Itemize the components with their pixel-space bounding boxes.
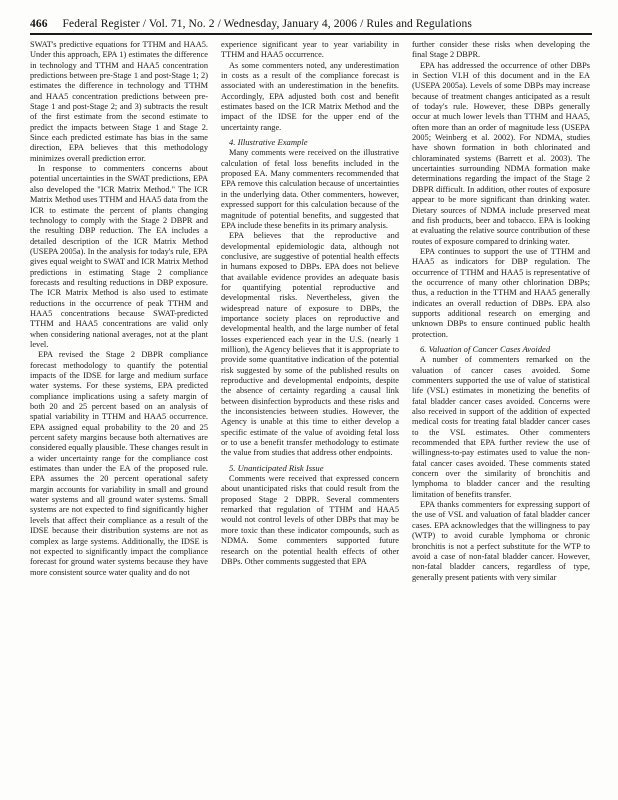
paragraph: As some commenters noted, any underestimation in costs as a result of the compliance forecast is associated with an underestimation in the benefits. Accordingly, EPA adjusted both cost and benefit estimates based on the ICR Matrix Method and the impact of the IDSE for the upper end of the uncertainty range. <box>221 60 399 132</box>
text-column-3 <box>412 40 590 792</box>
paragraph: Many comments were received on the illustrative calculation of fetal loss benefits included in the proposed EA. Many commenters recommended that EPA remove this calculation because of uncertainties in the underlying data. Other commenters, however, expressed support for this calculation because of the magnitude of potential benefits, and suggested that EPA include these benefits in its primary analysis. <box>221 148 399 230</box>
section-heading: 5. Unanticipated Risk Issue <box>229 462 324 473</box>
text-column-1 <box>30 40 208 792</box>
paragraph: Comments were received that expressed concern about unanticipated risks that could result from the proposed Stage 2 DBPR. Several commenters remarked that regulation of TTHM and HAA5 would not control levels of other DBPs that may be more toxic than these indicator compounds, such as NDMA. Some commenters supported future research on the potential health effects of other DBPs. Other comments suggested that EPA <box>221 474 399 566</box>
section-heading: 4. Illustrative Example <box>229 137 308 148</box>
header-rule <box>30 33 592 35</box>
page-header <box>30 18 590 34</box>
paragraph: EPA has addressed the occurrence of other DBPs in Section VI.H of this document and in the EA (USEPA 2005a). Levels of some DBPs may increase because of treatment changes anticipated as a result of today's rule. However, these DBPs generally occur at much lower levels than TTHM and HAA5, often more than an order of magnitude less (USEPA 2005; Weinberg et al. 2002). For NDMA, studies have shown formation in both chlorinated and chloraminated systems (Barrett et al. 2003). The uncertainties surrounding NDMA formation make determinations regarding the impact of the Stage 2 DBPR difficult. In addition, other routes of exposure appear to be more significant than drinking water. Dietary sources of NDMA include preserved meat and fish products, beer and tobacco. EPA is looking at evaluating the relative source contribution of these routes of exposure compared to drinking water. <box>412 60 590 246</box>
paragraph: In response to commenters concerns about potential uncertainties in the SWAT predictions, EPA also developed the "ICR Matrix Method." The ICR Matrix Method uses TTHM and HAA5 data from the ICR to estimate the percent of plants changing technology to comply with the Stage 2 DBPR and the resulting DBP reduction. The EA includes a detailed description of the ICR Matrix Method (USEPA 2005a). In the analysis for today's rule, EPA gives equal weight to SWAT and ICR Matrix Method predictions in estimating Stage 2 compliance forecasts and resulting reductions in DBP exposure. The ICR Matrix Method is also used to estimate reductions in the occurrence of peak TTHM and HAA5 concentrations because SWAT-predicted TTHM and HAA5 concentrations are valid only when considering national averages, not at the plant level. <box>30 164 208 349</box>
paragraph: EPA thanks commenters for expressing support of the use of VSL and valuation of fatal bladder cancer cases. EPA acknowledges that the willingness to pay (WTP) to avoid curable lymphoma or chronic bronchitis is not a perfect substitute for the WTP to avoid a case of non-fatal bladder cancer. However, non-fatal bladder cancers, regardless of type, generally present patients with very similar <box>412 500 590 582</box>
running-head: Federal Register / Vol. 71, No. 2 / Wednesday, January 4, 2006 / Rules and Regulations <box>62 18 472 30</box>
continued-paragraph: experience significant year to year variability in TTHM and HAA5 occurrence. <box>221 40 399 60</box>
continued-paragraph: SWAT's predictive equations for TTHM and HAA5. Under this approach, EPA 1) estimates the difference in technology and TTHM and HAA5 concentration predictions between pre-Stage 1 and post-Stage 1; 2) estimates the difference in technology and TTHM and HAA5 concentration predictions between pre-Stage 1 and post-Stage 2; and 3) subtracts the result of the first estimate from the second estimate to predict the impacts between Stage 1 and Stage 2. Since each predicted estimate has bias in the same direction, EPA believes that this methodology minimizes overall prediction error. <box>30 40 208 163</box>
page-number: 466 <box>30 18 48 30</box>
continued-paragraph: further consider these risks when developing the final Stage 2 DBPR. <box>412 40 590 60</box>
paragraph: A number of commenters remarked on the valuation of cancer cases avoided. Some commenters supported the use of value of statistical life (VSL) estimates in monetizing the benefits of fatal bladder cancer cases avoided. Concerns were also received in support of the addition of expected medical costs for treating fatal bladder cancer cases to the VSL estimates. Other commenters recommended that EPA further review the use of willingness-to-pay estimates used to value the non-fatal cancer cases avoided. These comments stated concern over the similarity of bronchitis and lymphoma to bladder cancer and the resulting limitation of benefits transfer. <box>412 355 590 499</box>
paragraph: EPA revised the Stage 2 DBPR compliance forecast methodology to quantify the potential impacts of the IDSE for large and medium surface water systems. For these systems, EPA predicted compliance implications using a safety margin of both 20 and 25 percent based on an analysis of spatial variability in TTHM and HAA5 occurrence. EPA assigned equal probability to the 20 and 25 percent safety margins because both alternatives are considered equally plausible. These changes result in a wider uncertainty range for the compliance cost estimates than under the EA of the proposed rule. EPA assumes the 20 percent operational safety margin accounts for variability in small and ground water systems and all ground water systems. Small systems are not expected to find significantly higher levels that affect their compliance as a result of the IDSE because their distribution systems are not as complex as large systems. Additionally, the IDSE is not expected to significantly impact the compliance forecast for ground water systems because they have more consistent source water quality and do not <box>30 350 208 577</box>
paragraph: EPA believes that the reproductive and developmental epidemiologic data, although not conclusive, are suggestive of potential health effects in humans exposed to DBPs. EPA does not believe that available evidence provides an adequate basis for quantifying potential reproductive and developmental risks. Nevertheless, given the widespread nature of exposure to DBPs, the importance society places on reproductive and developmental health, and the large number of fetal losses experienced each year in the U.S. (nearly 1 million), the Agency believes that it is appropriate to provide some quantitative indication of the potential risk suggested by some of the published results on reproductive and developmental endpoints, despite the absence of certainty regarding a causal link between disinfection byproducts and these risks and the inconsistencies between studies. However, the Agency is unable at this time to either develop a specific estimate of the value of avoiding fetal loss or to use a benefit transfer methodology to estimate the value from studies that address other endpoints. <box>221 231 399 458</box>
text-column-2 <box>221 40 399 792</box>
paragraph: EPA continues to support the use of TTHM and HAA5 as indicators for DBP regulation. The occurrence of TTHM and HAA5 is representative of the occurrence of many other chlorination DBPs; thus, a reduction in the TTHM and HAA5 generally indicates an overall reduction of DBPs. EPA also supports additional research on emerging and unknown DBPs to ensure continued public health protection. <box>412 246 590 339</box>
section-heading: 6. Valuation of Cancer Cases Avoided <box>420 343 551 354</box>
